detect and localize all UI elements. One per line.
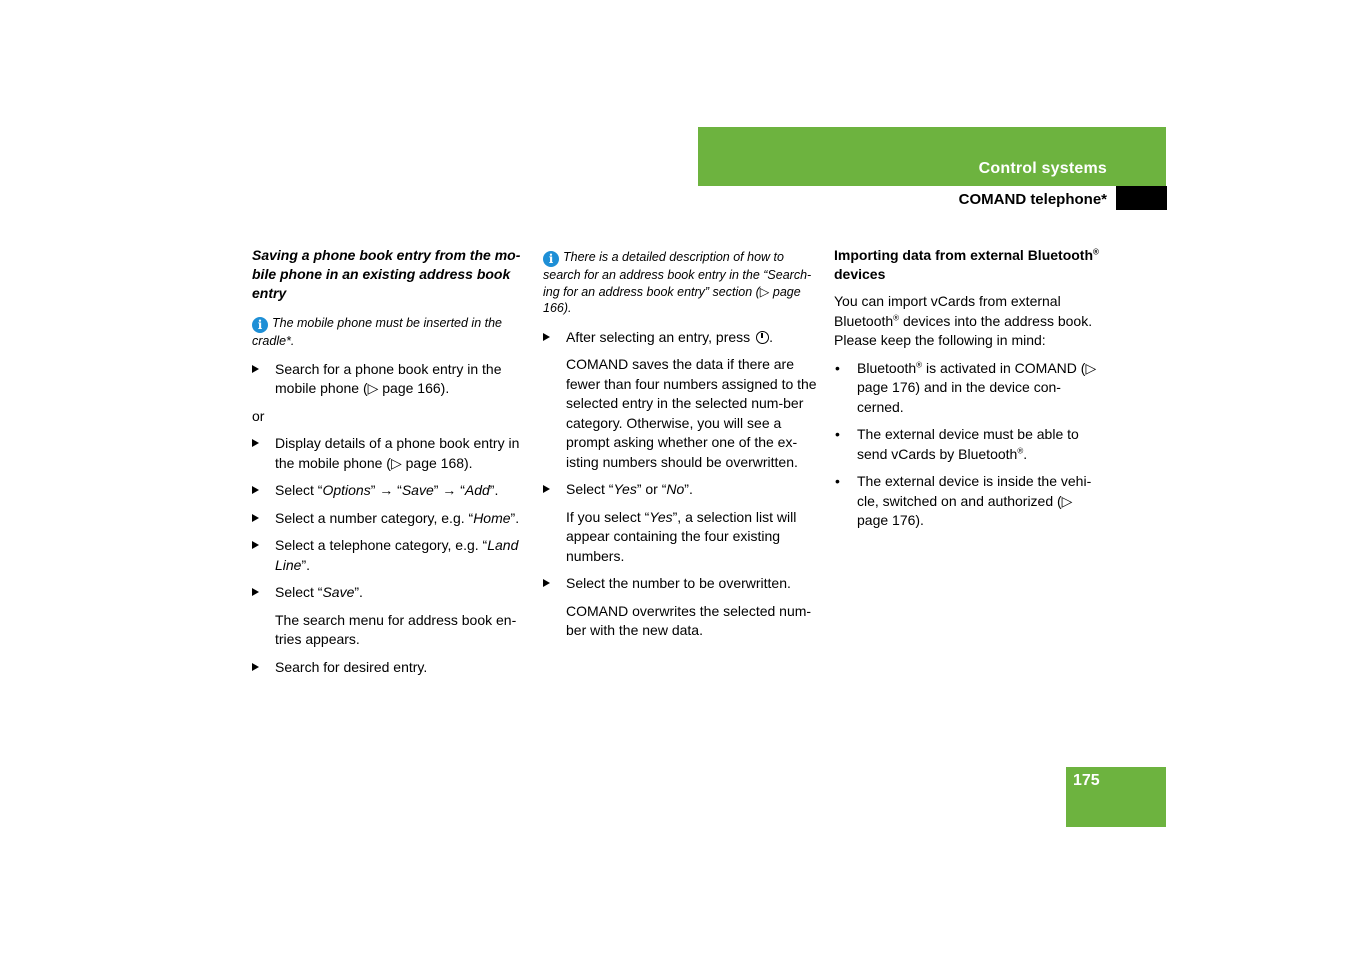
section-title: Control systems [978,160,1107,177]
step-arrow-icon [252,486,259,494]
step-arrow-icon [252,439,259,447]
bullet-icon: • [835,473,840,489]
page-number: 175 [1073,772,1100,789]
bullet-icon: • [835,426,840,442]
control-knob-icon [756,331,769,344]
step-arrow-icon [252,514,259,522]
step-arrow-icon [252,541,259,549]
step-arrow-icon [543,579,550,587]
step-telephone-category: Select a telephone category, e.g. “Land Line”. [252,536,527,575]
heading-saving-entry: Saving a phone book entry from the mo-bile phone in an existing address book entry [252,247,521,301]
step-arrow-icon [543,485,550,493]
intro-paragraph: You can import vCards from external Bluetooth® devices into the address book. Please keep the following in mind: [834,293,1093,348]
result-overwrite: COMAND overwrites the selected num-ber with the new data. [566,602,812,638]
or-text: or [252,407,265,424]
step-display-details: Display details of a phone book entry in the mobile phone (▷ page 168). [252,434,527,473]
list-item: • The external device must be able to send vCards by Bluetooth®. [835,426,1079,462]
step-select-number: Select the number to be overwritten. [543,574,821,594]
step-select-yes-no: Select “Yes” or “No”. [543,480,821,500]
column-3 [834,246,1106,539]
step-select-save: Select “Save”. [252,583,527,603]
result-selection-list: If you select “Yes”, a selection list will appear containing the four existing numbers. [566,508,797,564]
result-search-menu: The search menu for address book en-tries appears. [275,611,517,647]
info-note [543,249,821,317]
step-search-entry: Search for a phone book entry in the mobile phone (▷ page 166). [252,360,527,399]
note-text: There is a detailed description of how to search for an address book entry in the “Search-ing for an address book entry” section (▷ page 166). [543,250,812,315]
list-item: • Bluetooth® is activated in COMAND (▷ page 176) and in the device con-cerned. [835,359,1097,415]
bullet-icon: • [835,359,840,376]
section-tab-marker [1116,186,1167,210]
step-search-desired: Search for desired entry. [252,658,527,678]
column-1 [252,246,527,685]
step-select-options: Select “Options” → “Save” → “Add”. [252,481,527,501]
step-press-knob: After selecting an entry, press . [543,328,821,348]
note-text: The mobile phone must be inserted in the cradle*. [252,316,502,348]
info-icon: i [543,251,559,267]
step-arrow-icon [252,365,259,373]
list-item: • The external device is inside the vehi-cle, switched on and authorized (▷ page 176). [835,473,1092,528]
info-note [252,315,527,350]
step-number-category: Select a number category, e.g. “Home”. [252,509,527,529]
step-arrow-icon [252,663,259,671]
step-arrow-icon [543,333,550,341]
result-save-data: COMAND saves the data if there are fewer than four numbers assigned to the selected entry in the selected num-ber category. Otherwise, you will see a prompt asking whether one of the ex-isting numbers should be overwritten. [566,356,817,470]
info-icon: i [252,317,268,333]
column-2 [543,249,821,649]
page-number-box [1066,767,1166,827]
step-arrow-icon [252,588,259,596]
subsection-title: COMAND telephone* [958,191,1107,208]
heading-importing-data: Importing data from external Bluetooth® devices [834,247,1099,282]
